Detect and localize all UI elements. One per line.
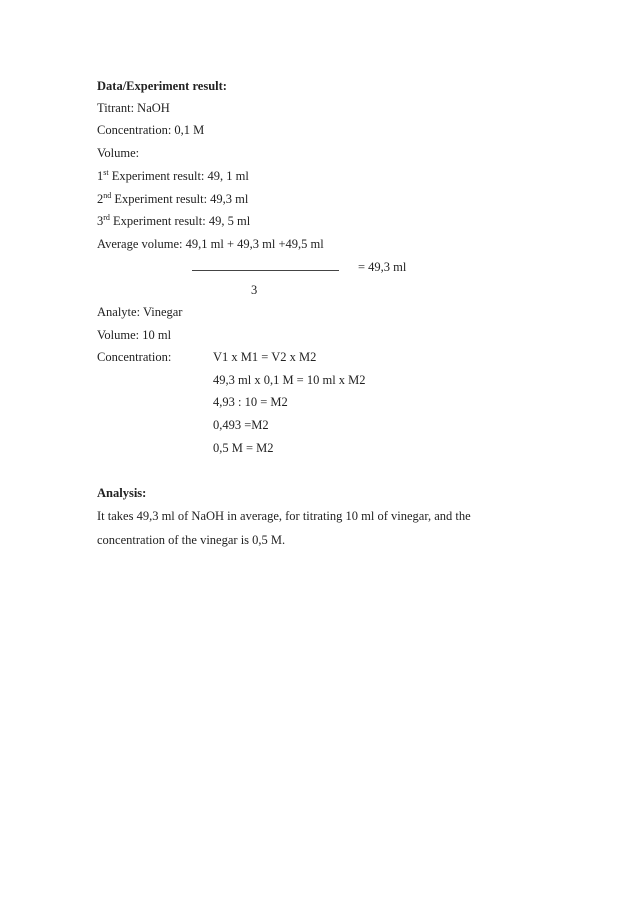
ordinal: 3: [97, 214, 104, 228]
calc-step: 0,493 =M2: [213, 418, 269, 432]
experiment-result-2: [97, 191, 248, 207]
analyte-volume: Volume: 10 ml: [97, 328, 172, 342]
ordinal-suffix: st: [103, 168, 109, 177]
volume-label: Volume:: [97, 146, 140, 160]
experiment-result-3: [97, 213, 250, 229]
ordinal: 2: [97, 192, 104, 206]
result-text: Experiment result: 49, 5 ml: [109, 214, 251, 228]
analysis-line-2: concentration of the vinegar is 0,5 M.: [97, 533, 286, 547]
experiment-result-1: [97, 168, 249, 184]
fraction-bar: [192, 270, 339, 271]
average-denominator: 3: [251, 283, 258, 297]
analysis-line-1: It takes 49,3 ml of NaOH in average, for titrating 10 ml of vinegar, and the: [97, 509, 471, 523]
data-heading: Data/Experiment result:: [97, 79, 227, 93]
calc-step: V1 x M1 = V2 x M2: [213, 350, 317, 364]
concentration-label: Concentration:: [97, 350, 172, 364]
calc-step: 0,5 M = M2: [213, 441, 274, 455]
calc-step: 49,3 ml x 0,1 M = 10 ml x M2: [213, 373, 366, 387]
result-text: Experiment result: 49,3 ml: [111, 192, 249, 206]
calc-step: 4,93 : 10 = M2: [213, 395, 288, 409]
titrant-concentration: Concentration: 0,1 M: [97, 123, 205, 137]
titrant: Titrant: NaOH: [97, 101, 170, 115]
analyte: Analyte: Vinegar: [97, 305, 183, 319]
ordinal-suffix: nd: [103, 191, 112, 200]
average-numerator: Average volume: 49,1 ml + 49,3 ml +49,5 ml: [97, 237, 324, 251]
average-result: = 49,3 ml: [358, 260, 407, 274]
ordinal-suffix: rd: [103, 213, 110, 222]
analysis-heading: Analysis:: [97, 486, 147, 500]
result-text: Experiment result: 49, 1 ml: [108, 169, 249, 183]
ordinal: 1: [97, 169, 104, 183]
